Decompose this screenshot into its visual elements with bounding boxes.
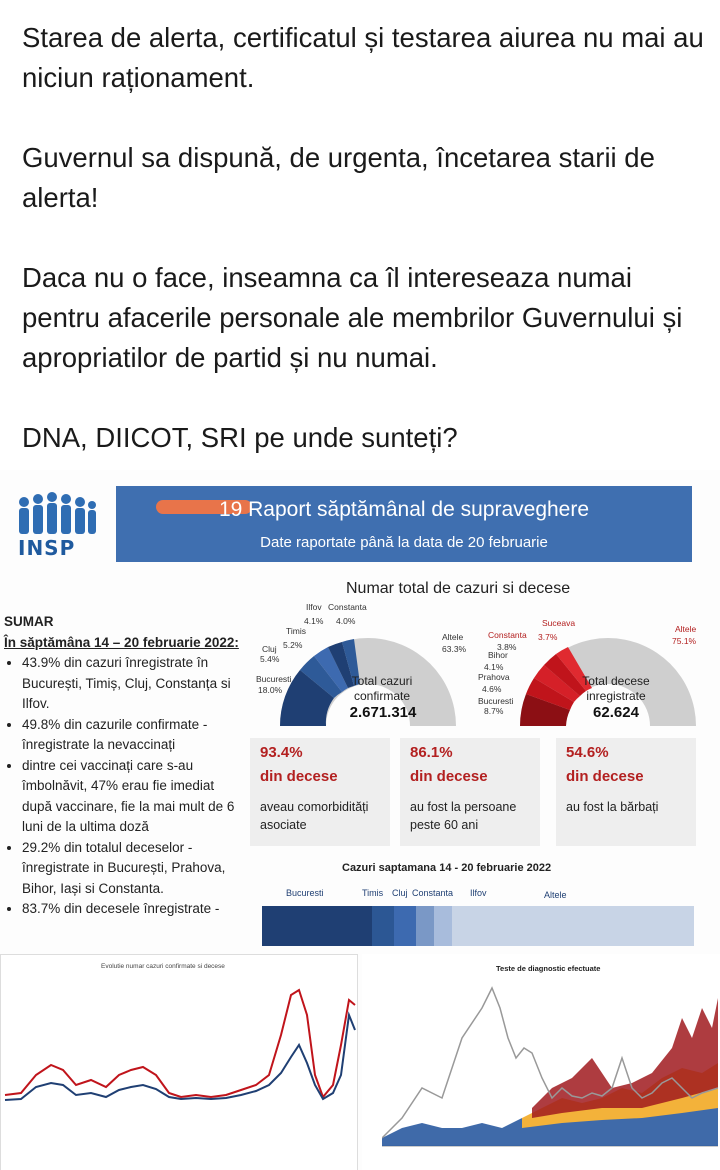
donut-label: Bucuresti: [478, 696, 514, 706]
stat-description: aveau comorbidități asociate: [260, 800, 369, 832]
summary-bullet: • 43.9% din cazuri înregistrate în București, Timiș, Cluj, Constanța si Ilfov.: [22, 653, 244, 715]
summary-panel: [4, 612, 244, 920]
donut-value: 8.7%: [484, 706, 504, 716]
donut-section-title: Numar total de cazuri si decese: [346, 580, 571, 597]
chart-title: Evolutie numar cazuri confirmate si decese: [101, 963, 225, 970]
stat-box: [400, 738, 540, 846]
cases-total: 2.671.314: [349, 704, 417, 721]
summary-bullet: • 29.2% din totalul deceselor - înregistrate in București, Prahova, Bihor, Iași si Constanta.: [22, 838, 244, 900]
weekly-label: Cluj: [392, 888, 408, 898]
people-icon: [14, 490, 100, 538]
donut-value: 5.4%: [260, 654, 280, 664]
weekly-label: Altele: [544, 890, 567, 900]
stat-description: au fost la bărbați: [566, 800, 659, 814]
stat-label: din decese: [410, 768, 488, 785]
stat-label: din decese: [260, 768, 338, 785]
donut-label: Cluj: [262, 644, 277, 654]
donut-label: Constanta: [488, 630, 527, 640]
donut-label: Ilfov: [306, 602, 322, 612]
donut-label: Bucuresti: [256, 674, 292, 684]
donut-label: Altele: [675, 624, 697, 634]
donut-value: 3.7%: [538, 632, 558, 642]
weekly-label: Constanta: [412, 888, 454, 898]
stat-box: [250, 738, 390, 846]
logo-text: INSP: [18, 536, 76, 560]
chart-title: Teste de diagnostic efectuate: [496, 964, 601, 973]
report-subtitle: Date raportate până la data de 20 februarie: [260, 534, 548, 551]
deaths-center-label: Total decese: [582, 674, 650, 688]
post-paragraph: DNA, DIICOT, SRI pe unde sunteți?: [22, 422, 458, 453]
weekly-title: Cazuri saptamana 14 - 20 februarie 2022: [342, 862, 552, 874]
donut-value: 63.3%: [442, 644, 467, 654]
stat-description: au fost la persoane peste 60 ani: [410, 800, 517, 832]
post-paragraph: Guvernul sa dispună, de urgenta, încetarea starii de alerta!: [22, 142, 655, 213]
weekly-label: Ilfov: [470, 888, 487, 898]
donut-label: Bihor: [488, 650, 508, 660]
cases-center-label: Total cazuri: [351, 674, 413, 688]
donut-label: Altele: [442, 632, 464, 642]
donut-label: Suceava: [542, 618, 576, 628]
donut-value: 3.8%: [497, 642, 517, 652]
summary-bullet: • 83.7% din decesele înregistrate -: [22, 899, 244, 920]
cases-center-label: confirmate: [353, 689, 411, 703]
donut-value: 4.6%: [482, 684, 502, 694]
summary-bullet: • dintre cei vaccinați care s-au îmbolnăvit, 47% erau fie imediat după vaccinare, fie la mai mult de 6 luni de la ultima doză: [22, 756, 244, 838]
stat-percent: 93.4%: [260, 744, 303, 761]
deaths-center-label: inregistrate: [586, 689, 646, 703]
donut-value: 75.1%: [672, 636, 697, 646]
stat-box: [556, 738, 696, 846]
donut-value: 18.0%: [258, 685, 283, 695]
tests-chart: [362, 954, 720, 1170]
cases-deaths-chart: [0, 954, 358, 1170]
post-text: [0, 0, 720, 458]
report-image[interactable]: [0, 470, 720, 1170]
donut-label: Timis: [286, 626, 306, 636]
summary-period: În săptămâna 14 – 20 februarie 2022:: [4, 634, 239, 650]
weekly-bar: [262, 906, 694, 946]
donut-value: 4.1%: [484, 662, 504, 672]
summary-bullet: • 49.8% din cazurile confirmate - înregistrate la nevaccinați: [22, 715, 244, 756]
donut-value: 5.2%: [283, 640, 303, 650]
weekly-label: Timis: [362, 888, 384, 898]
stat-percent: 54.6%: [566, 744, 609, 761]
stat-label: din decese: [566, 768, 644, 785]
donut-label: Prahova: [478, 672, 510, 682]
weekly-label: Bucuresti: [286, 888, 324, 898]
insp-logo: [14, 490, 100, 560]
deaths-total: 62.624: [593, 704, 639, 721]
donut-value: 4.1%: [304, 616, 324, 626]
report-banner: [116, 486, 692, 562]
summary-heading: SUMAR: [4, 614, 54, 629]
post-paragraph: Starea de alerta, certificatul și testarea aiurea nu mai au niciun raționament.: [22, 22, 704, 93]
post-paragraph: Daca nu o face, inseamna ca îl intereseaza numai pentru afacerile personale ale membrilor Guvernului și apropriatilor de partid și nu numai.: [22, 262, 683, 373]
donut-label: Constanta: [328, 602, 367, 612]
donut-value: 4.0%: [336, 616, 356, 626]
stat-percent: 86.1%: [410, 744, 453, 761]
report-title: 19 Raport săptămânal de supraveghere: [218, 498, 590, 521]
